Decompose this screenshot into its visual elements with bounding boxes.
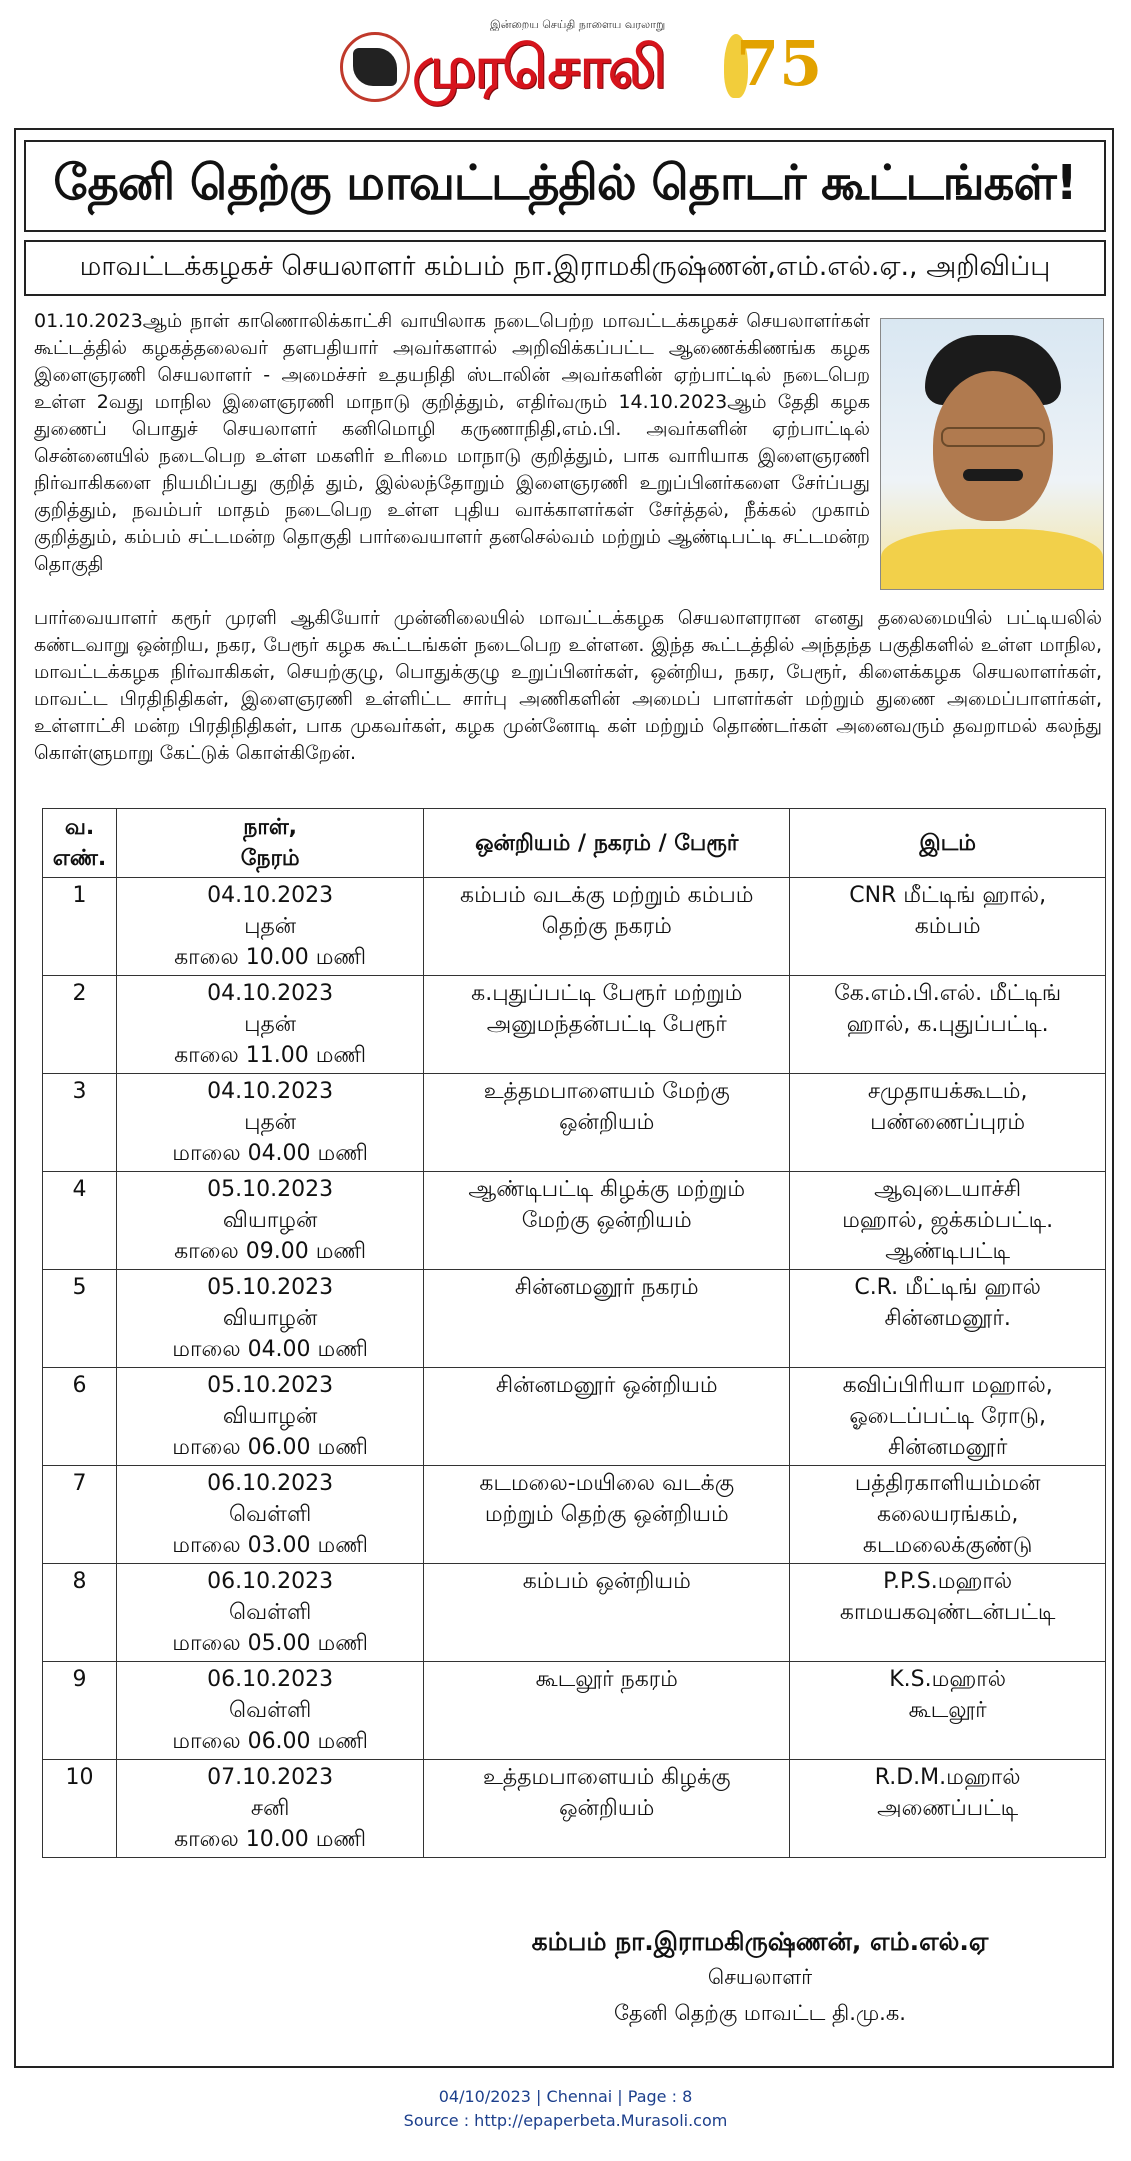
cell-serial-no	[43, 1172, 117, 1270]
cell-serial-no	[43, 976, 117, 1074]
cell-date-time-line: 06.10.2023	[207, 1471, 334, 1496]
header-venue: இடம்	[790, 809, 1106, 878]
cell-venue-line: கவிப்பிரியா மஹால்,	[842, 1373, 1053, 1398]
cell-area-line: மற்றும் தெற்கு ஒன்றியம்	[484, 1502, 729, 1527]
anniversary-badge	[722, 24, 823, 108]
cell-area-line: உத்தமபாளையம் மேற்கு	[483, 1079, 730, 1104]
cell-serial-no-line: 4	[72, 1177, 87, 1202]
cell-area	[424, 1368, 790, 1466]
cell-venue	[790, 1564, 1106, 1662]
cell-venue-line: P.P.S.மஹால்	[883, 1569, 1013, 1594]
cell-date-time-line: 04.10.2023	[207, 1079, 334, 1104]
cell-date-time	[117, 1172, 424, 1270]
table-row	[43, 1760, 1106, 1858]
cell-venue-line: பண்ணைப்புரம்	[870, 1110, 1026, 1135]
cell-serial-no	[43, 1564, 117, 1662]
footer-edition-info: 04/10/2023 | Chennai | Page : 8	[438, 2087, 693, 2106]
cell-serial-no	[43, 1270, 117, 1368]
cell-date-time	[117, 1466, 424, 1564]
cell-date-time-line: மாலை 05.00 மணி	[172, 1631, 368, 1656]
header-date-time: நாள், நேரம்	[117, 809, 424, 878]
masthead	[330, 18, 823, 110]
cell-venue-line: R.D.M.மஹால்	[874, 1765, 1021, 1790]
signatory-role: செயலாளர்	[707, 1965, 813, 1989]
cell-date-time	[117, 1564, 424, 1662]
newspaper-logo: முரசொலி	[412, 33, 665, 101]
cell-serial-no-line: 8	[72, 1569, 87, 1594]
cell-venue-line: ஆவுடையாச்சி	[874, 1177, 1022, 1202]
cell-area-line: கம்பம் வடக்கு மற்றும் கம்பம்	[460, 883, 754, 908]
cell-area-line: கூடலூர் நகரம்	[535, 1667, 678, 1692]
cell-date-time	[117, 1270, 424, 1368]
cell-serial-no	[43, 1466, 117, 1564]
cell-venue	[790, 878, 1106, 976]
cell-area-line: ஒன்றியம்	[559, 1796, 655, 1821]
cell-serial-no-line: 1	[72, 883, 87, 908]
cell-date-time-line: மாலை 03.00 மணி	[172, 1533, 368, 1558]
signatory-name: கம்பம் நா.இராமகிருஷ்ணன், எம்.எல்.ஏ	[531, 1927, 989, 1956]
page-footer	[0, 2085, 1131, 2133]
cell-date-time-line: புதன்	[244, 914, 297, 939]
cell-date-time-line: காலை 10.00 மணி	[174, 945, 367, 970]
cell-area-line: உத்தமபாளையம் கிழக்கு	[482, 1765, 731, 1790]
cell-area-line: தெற்கு நகரம்	[541, 914, 672, 939]
cell-date-time-line: 07.10.2023	[207, 1765, 334, 1790]
cell-venue	[790, 976, 1106, 1074]
cell-area	[424, 976, 790, 1074]
cell-serial-no-line: 5	[72, 1275, 87, 1300]
table-row	[43, 1270, 1106, 1368]
signature-block	[430, 1925, 1090, 2031]
table-row	[43, 1172, 1106, 1270]
header-area: ஒன்றியம் / நகரம் / பேரூர்	[424, 809, 790, 878]
footer-source: Source : http://epaperbeta.Murasoli.com	[403, 2111, 728, 2130]
cell-date-time-line: 04.10.2023	[207, 883, 334, 908]
cell-date-time-line: 05.10.2023	[207, 1373, 334, 1398]
cell-serial-no	[43, 1074, 117, 1172]
cell-date-time-line: புதன்	[244, 1012, 297, 1037]
cell-date-time-line: காலை 09.00 மணி	[174, 1239, 367, 1264]
cell-date-time	[117, 976, 424, 1074]
cell-venue-line: C.R. மீட்டிங் ஹால்	[854, 1275, 1041, 1300]
cell-date-time-line: காலை 10.00 மணி	[174, 1827, 367, 1852]
cell-venue	[790, 1466, 1106, 1564]
cell-date-time-line: காலை 11.00 மணி	[174, 1043, 367, 1068]
cell-venue-line: K.S.மஹால்	[889, 1667, 1007, 1692]
cell-date-time-line: புதன்	[244, 1110, 297, 1135]
cell-date-time-line: 04.10.2023	[207, 981, 334, 1006]
cell-area	[424, 1466, 790, 1564]
rising-sun-emblem-icon	[340, 32, 410, 102]
cell-serial-no-line: 6	[72, 1373, 87, 1398]
table-row	[43, 1074, 1106, 1172]
cell-serial-no	[43, 1368, 117, 1466]
cell-date-time-line: வெள்ளி	[228, 1600, 312, 1625]
cell-serial-no-line: 2	[72, 981, 87, 1006]
cell-date-time	[117, 1662, 424, 1760]
cell-venue-line: ஹால், க.புதுப்பட்டி.	[846, 1012, 1049, 1037]
table-row	[43, 1662, 1106, 1760]
cell-date-time-line: வெள்ளி	[228, 1502, 312, 1527]
cell-area	[424, 1760, 790, 1858]
cell-area	[424, 1172, 790, 1270]
cell-date-time	[117, 1074, 424, 1172]
cell-venue-line: சின்னமனூர்.	[884, 1306, 1011, 1331]
cell-date-time	[117, 1368, 424, 1466]
subhead: மாவட்டக்கழகச் செயலாளர் கம்பம் நா.இராமகிருஷ்ணன்,எம்.எல்.ஏ., அறிவிப்பு	[79, 250, 1051, 282]
cell-venue-line: கூடலூர்	[908, 1698, 987, 1723]
cell-date-time-line: 05.10.2023	[207, 1275, 334, 1300]
header-serial-no: வ. எண்.	[43, 809, 117, 878]
cell-venue-line: கே.எம்.பி.எல். மீட்டிங்	[834, 981, 1062, 1006]
cell-area	[424, 878, 790, 976]
table-row	[43, 1368, 1106, 1466]
cell-date-time-line: மாலை 04.00 மணி	[172, 1141, 368, 1166]
masthead-tagline: இன்றைய செய்தி நாளைய வரலாறு	[490, 18, 666, 31]
cell-area-line: கம்பம் ஒன்றியம்	[522, 1569, 691, 1594]
cell-venue-line: சமுதாயக்கூடம்,	[867, 1079, 1028, 1104]
cell-serial-no	[43, 1760, 117, 1858]
cell-date-time-line: சனி	[250, 1796, 290, 1821]
cell-venue-line: கலையரங்கம்,	[876, 1502, 1019, 1527]
cell-date-time-line: 05.10.2023	[207, 1177, 334, 1202]
anniversary-number: 75	[736, 27, 823, 100]
cell-area-line: க.புதுப்பட்டி பேரூர் மற்றும்	[471, 981, 743, 1006]
portrait-photo	[880, 318, 1104, 590]
table-row	[43, 1564, 1106, 1662]
cell-venue-line: காமயகவுண்டன்பட்டி	[839, 1600, 1056, 1625]
cell-date-time-line: மாலை 06.00 மணி	[172, 1729, 368, 1754]
cell-area	[424, 1662, 790, 1760]
cell-date-time-line: வியாழன்	[222, 1404, 318, 1429]
cell-area-line: அனுமந்தன்பட்டி பேரூர்	[486, 1012, 727, 1037]
cell-venue	[790, 1368, 1106, 1466]
cell-area-line: ஆண்டிபட்டி கிழக்கு மற்றும்	[468, 1177, 746, 1202]
cell-date-time	[117, 878, 424, 976]
cell-area	[424, 1074, 790, 1172]
cell-venue-line: ஆண்டிபட்டி	[885, 1239, 1010, 1264]
cell-area	[424, 1564, 790, 1662]
cell-area	[424, 1270, 790, 1368]
cell-date-time	[117, 1760, 424, 1858]
cell-date-time-line: வெள்ளி	[228, 1698, 312, 1723]
cell-area-line: சின்னமனூர் நகரம்	[514, 1275, 699, 1300]
cell-venue	[790, 1270, 1106, 1368]
cell-venue-line: ஓடைப்பட்டி ரோடு,	[849, 1404, 1046, 1429]
cell-area-line: ஒன்றியம்	[559, 1110, 655, 1135]
cell-serial-no-line: 10	[65, 1765, 94, 1790]
cell-serial-no-line: 7	[72, 1471, 87, 1496]
cell-venue	[790, 1074, 1106, 1172]
cell-area-line: சின்னமனூர் ஒன்றியம்	[495, 1373, 718, 1398]
subhead-box	[24, 240, 1106, 296]
cell-area-line: கடமலை-மயிலை வடக்கு	[479, 1471, 735, 1496]
cell-venue-line: பத்திரகாளியம்மன்	[854, 1471, 1041, 1496]
cell-venue-line: CNR மீட்டிங் ஹால்,	[849, 883, 1047, 908]
cell-date-time-line: வியாழன்	[222, 1208, 318, 1233]
table-row	[43, 976, 1106, 1074]
cell-date-time-line: வியாழன்	[222, 1306, 318, 1331]
cell-date-time-line: 06.10.2023	[207, 1569, 334, 1594]
cell-venue-line: மஹால், ஜக்கம்பட்டி.	[842, 1208, 1054, 1233]
cell-venue	[790, 1760, 1106, 1858]
table-row	[43, 878, 1106, 976]
cell-venue-line: கம்பம்	[914, 914, 981, 939]
table-row	[43, 1466, 1106, 1564]
cell-date-time-line: மாலை 06.00 மணி	[172, 1435, 368, 1460]
article-paragraph-2: பார்வையாளர் கரூர் முரளி ஆகியோர் முன்னிலையில் மாவட்டக்கழக செயலாளரான எனது தலைமையில் பட்டியலில் கண்டவாறு ஒன்றிய, நகர, பேரூர் கழக கூட்டங்கள் நடைபெற உள்ளன. இந்த கூட்டத்தில் அந்தந்த பகுதிகளில் உள்ள மாநில, மாவட்டக்கழக நிர்வாகிகள், செயற்குழு, பொதுக்குழு உறுப்பினர்கள், ஒன்றிய, நகர, பேரூர், கிளைக்கழக செயலாளர்கள், மாவட்ட பிரதிநிதிகள், இளைஞரணி உள்ளிட்ட சார்பு அணிகளின் அமைப் பாளர்கள் மற்றும் துணை அமைப்பாளர்கள், உள்ளாட்சி மன்ற பிரதிநிதிகள், பாக முகவர்கள், கழக முன்னோடி கள் மற்றும் தொண்டர்கள் அனைவரும் தவறாமல் கலந்து கொள்ளுமாறு கேட்டுக் கொள்கிறேன்.	[34, 607, 1102, 764]
cell-serial-no	[43, 1662, 117, 1760]
cell-venue-line: கடமலைக்குண்டு	[862, 1533, 1033, 1558]
cell-venue	[790, 1662, 1106, 1760]
cell-area-line: மேற்கு ஒன்றியம்	[521, 1208, 692, 1233]
headline: தேனி தெற்கு மாவட்டத்தில் தொடர் கூட்டங்கள்!	[53, 155, 1077, 211]
cell-date-time-line: 06.10.2023	[207, 1667, 334, 1692]
cell-serial-no	[43, 878, 117, 976]
signatory-organization: தேனி தெற்கு மாவட்ட தி.மு.க.	[614, 2001, 906, 2025]
meeting-schedule-table	[42, 808, 1106, 1858]
cell-venue-line: அணைப்பட்டி	[877, 1796, 1019, 1821]
cell-venue-line: சின்னமனூர்	[887, 1435, 1008, 1460]
article-paragraph-1: 01.10.2023ஆம் நாள் காணொலிக்காட்சி வாயிலாக நடைபெற்ற மாவட்டக்கழகச் செயலாளர்கள் கூட்டத்தில் கழகத்தலைவர் தளபதியார் அவர்களால் அறிவிக்கப்பட்ட ஆணைக்கிணங்க கழக இளைஞரணி செயலாளர் - அமைச்சர் உதயநிதி ஸ்டாலின் அவர்களின் ஏற்பாட்டில் நடைபெற உள்ள 2வது மாநில இளைஞரணி மாநாடு குறித்தும், எதிர்வரும் 14.10.2023ஆம் தேதி கழக துணைப் பொதுச் செயலாளர் கனிமொழி கருணாநிதி,எம்.பி. அவர்களின் ஏற்பாட்டில் சென்னையில் நடைபெற உள்ள மகளிர் உரிமை மாநாடு குறித்தும், பாக வாரியாக இளைஞரணி நிர்வாகிகளை நியமிப்பது குறித் தும், இல்லந்தோறும் இளைஞரணி உறுப்பினர்களை சேர்ப்பது குறித்தும், நவம்பர் மாதம் நடைபெற உள்ள புதிய வாக்காளர்கள் சேர்த்தல், நீக்கல் முகாம் குறித்தும், கம்பம் சட்டமன்ற தொகுதி பார்வையாளர் தனசெல்வம் மற்றும் ஆண்டிபட்டி சட்டமன்ற தொகுதி	[34, 310, 870, 575]
cell-venue	[790, 1172, 1106, 1270]
cell-date-time-line: மாலை 04.00 மணி	[172, 1337, 368, 1362]
cell-serial-no-line: 3	[72, 1079, 87, 1104]
cell-serial-no-line: 9	[72, 1667, 87, 1692]
table-header-row	[43, 809, 1106, 878]
headline-box	[24, 140, 1106, 232]
